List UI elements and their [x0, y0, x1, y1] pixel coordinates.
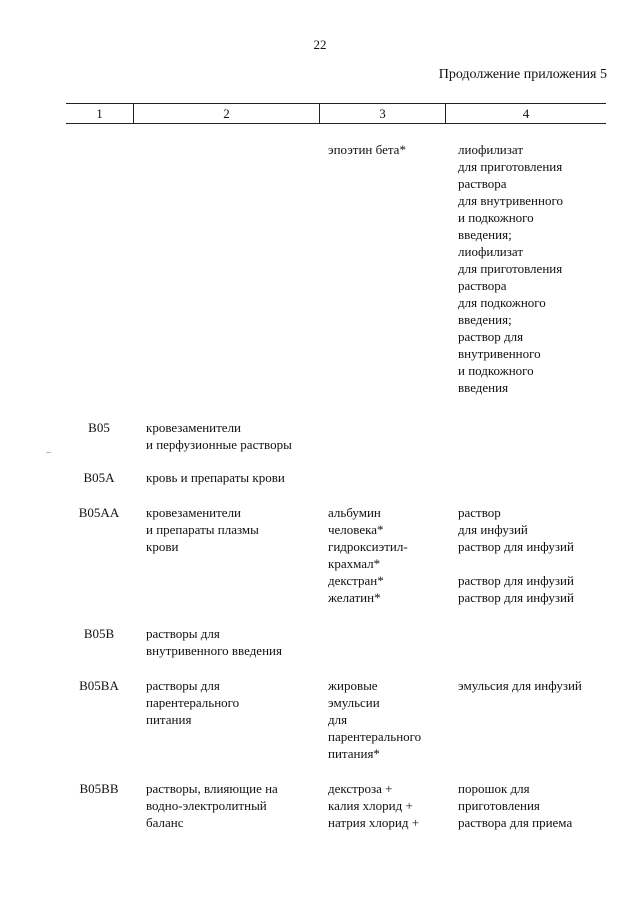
drug-name-line: эпоэтин бета* [328, 142, 406, 157]
dosage-forms-line: и подкожного [458, 363, 534, 378]
anatomic-group [146, 419, 321, 453]
continuation-heading: Продолжение приложения 5 [438, 67, 607, 82]
anatomic-group-line: кровь и препараты крови [146, 470, 285, 485]
dosage-forms-line: эмульсия для инфузий [458, 678, 582, 693]
dosage-forms [458, 504, 618, 606]
dosage-forms [458, 780, 618, 831]
dosage-forms-line: лиофилизат [458, 244, 524, 259]
table-header [66, 103, 606, 124]
atc-code: B05 [88, 420, 110, 435]
atc-code: B05A [83, 470, 115, 485]
dosage-forms-line: раствор для инфузий [458, 573, 574, 588]
anatomic-group-line: кровезаменители [146, 505, 242, 520]
dosage-forms [458, 677, 618, 694]
dosage-forms-line: раствора [458, 278, 507, 293]
dosage-forms-line: раствор [458, 505, 501, 520]
anatomic-group-line: растворы, влияющие на [146, 781, 278, 796]
dosage-forms-line: для приготовления [458, 159, 563, 174]
anatomic-group-line: растворы для [146, 678, 220, 693]
anatomic-group [146, 780, 321, 831]
drug-name-line: натрия хлорид + [328, 815, 420, 830]
drug-name-line: крахмал* [328, 556, 381, 571]
anatomic-group-line: растворы для [146, 626, 220, 641]
dosage-forms-line [458, 555, 618, 572]
anatomic-group-line: и перфузионные растворы [146, 437, 292, 452]
anatomic-group [146, 469, 321, 486]
atc-code: B05BA [79, 678, 119, 693]
margin-mark [46, 452, 51, 453]
dosage-forms-line: лиофилизат [458, 142, 524, 157]
dosage-forms-line: раствора [458, 176, 507, 191]
drug-name [328, 780, 453, 831]
dosage-forms-line: внутривенного [458, 346, 541, 361]
anatomic-group-line: кровезаменители [146, 420, 242, 435]
anatomic-group-line: парентерального [146, 695, 240, 710]
atc-code: B05AA [78, 505, 120, 520]
page-number: 22 [313, 37, 327, 52]
drug-name-line: гидроксиэтил- [328, 539, 408, 554]
dosage-forms-line: порошок для [458, 781, 530, 796]
drug-name [328, 677, 453, 762]
dosage-forms-line: приготовления [458, 798, 540, 813]
dosage-forms-line: и подкожного [458, 210, 534, 225]
dosage-forms [458, 141, 618, 396]
anatomic-group [146, 625, 321, 659]
dosage-forms-line: раствор для инфузий [458, 590, 574, 605]
dosage-forms-line: введения; [458, 312, 512, 327]
anatomic-group-line: питания [146, 712, 192, 727]
column-header-3: 3 [379, 106, 386, 121]
dosage-forms-line: для приготовления [458, 261, 563, 276]
dosage-forms-line: для внутривенного [458, 193, 563, 208]
anatomic-group-line: и препараты плазмы [146, 522, 259, 537]
dosage-forms-line: раствор для [458, 329, 524, 344]
drug-name-line: желатин* [328, 590, 381, 605]
column-header-4: 4 [522, 106, 530, 121]
atc-code: B05B [83, 626, 115, 641]
dosage-forms-line: раствора для приема [458, 815, 573, 830]
anatomic-group-line: внутривенного введения [146, 643, 282, 658]
drug-name-line: альбумин [328, 505, 381, 520]
anatomic-group [146, 504, 321, 555]
drug-name [328, 504, 453, 606]
drug-name-line: питания* [328, 746, 380, 761]
anatomic-group-line: баланс [146, 815, 184, 830]
drug-name-line: жировые [328, 678, 378, 693]
column-header-1: 1 [96, 106, 103, 121]
dosage-forms-line: для подкожного [458, 295, 546, 310]
anatomic-group [146, 677, 321, 728]
drug-name-line: человека* [328, 522, 384, 537]
dosage-forms-line: введения; [458, 227, 512, 242]
drug-name-line: парентерального [328, 729, 422, 744]
drug-name-line: декстран* [328, 573, 384, 588]
drug-name-line: для [328, 712, 348, 727]
drug-name [328, 141, 453, 158]
column-header-2: 2 [223, 106, 230, 121]
anatomic-group-line: крови [146, 539, 179, 554]
dosage-forms-line: раствор для инфузий [458, 539, 574, 554]
drug-name-line: эмульсии [328, 695, 380, 710]
dosage-forms-line: введения [458, 380, 509, 395]
anatomic-group-line: водно-электролитный [146, 798, 267, 813]
dosage-forms-line: для инфузий [458, 522, 528, 537]
drug-name-line: калия хлорид + [328, 798, 413, 813]
drug-name-line: декстроза + [328, 781, 393, 796]
atc-code: B05BB [79, 781, 119, 796]
